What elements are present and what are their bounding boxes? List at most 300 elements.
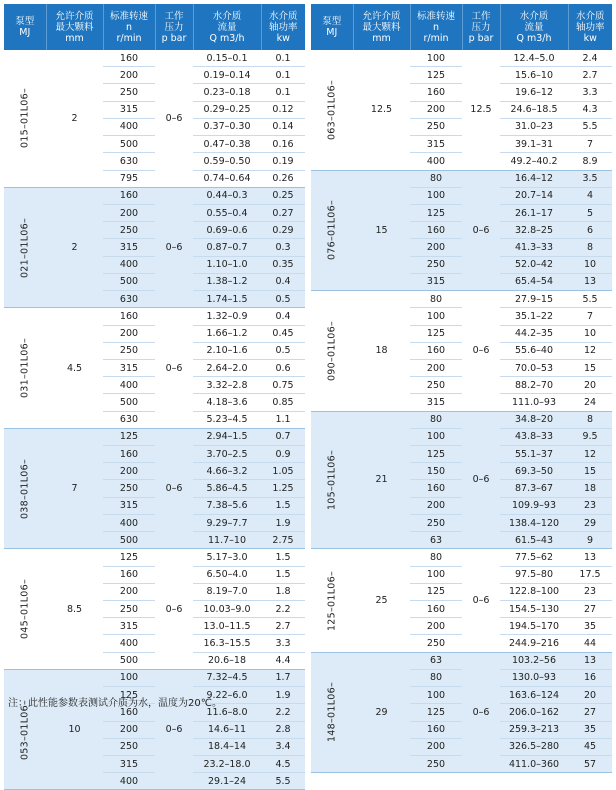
pump-model-label: 076–01L06– bbox=[326, 200, 338, 261]
power-cell: 7 bbox=[568, 136, 612, 153]
power-cell: 0.14 bbox=[261, 118, 305, 135]
flow-cell: 1.66–1.2 bbox=[193, 325, 261, 342]
flow-cell: 0.55–0.4 bbox=[193, 204, 261, 221]
header-speed: 标准转速 n r/min bbox=[410, 4, 462, 50]
power-cell: 13 bbox=[568, 549, 612, 566]
speed-cell: 315 bbox=[103, 497, 155, 514]
power-cell: 18 bbox=[568, 480, 612, 497]
pump-model-cell bbox=[311, 549, 353, 652]
speed-cell: 63 bbox=[410, 652, 462, 669]
power-cell: 0.4 bbox=[261, 308, 305, 325]
flow-cell: 11.6–8.0 bbox=[193, 704, 261, 721]
header-particle: 允许介质 最大颗料 mm bbox=[353, 4, 410, 50]
pressure-cell: 0–6 bbox=[462, 291, 500, 412]
flow-cell: 244.9–216 bbox=[500, 635, 568, 652]
power-cell: 0.5 bbox=[261, 291, 305, 308]
speed-cell: 160 bbox=[410, 222, 462, 239]
table-row bbox=[311, 652, 612, 669]
power-cell: 0.45 bbox=[261, 325, 305, 342]
flow-cell: 61.5–43 bbox=[500, 532, 568, 549]
speed-cell: 250 bbox=[410, 514, 462, 531]
flow-cell: 3.70–2.5 bbox=[193, 446, 261, 463]
pressure-cell: 0–6 bbox=[462, 549, 500, 652]
speed-cell: 80 bbox=[410, 291, 462, 308]
speed-cell: 250 bbox=[410, 256, 462, 273]
pressure-cell: 0–6 bbox=[462, 411, 500, 549]
flow-cell: 18.4–14 bbox=[193, 738, 261, 755]
flow-cell: 0.47–0.38 bbox=[193, 136, 261, 153]
speed-cell: 400 bbox=[103, 773, 155, 790]
pump-model-label: 105–01L06– bbox=[326, 449, 338, 511]
power-cell: 17.5 bbox=[568, 566, 612, 583]
power-cell: 9.5 bbox=[568, 428, 612, 445]
table-row bbox=[4, 549, 305, 566]
max-particle-cell: 18 bbox=[353, 291, 410, 412]
power-cell: 2.4 bbox=[568, 50, 612, 67]
speed-cell: 200 bbox=[410, 101, 462, 118]
max-particle-cell: 21 bbox=[353, 411, 410, 549]
pump-model-cell bbox=[4, 428, 46, 549]
flow-cell: 4.18–3.6 bbox=[193, 394, 261, 411]
flow-cell: 130.0–93 bbox=[500, 669, 568, 686]
flow-cell: 9.29–7.7 bbox=[193, 514, 261, 531]
power-cell: 1.25 bbox=[261, 480, 305, 497]
speed-cell: 125 bbox=[410, 67, 462, 84]
speed-cell: 315 bbox=[103, 239, 155, 256]
flow-cell: 31.0–23 bbox=[500, 118, 568, 135]
power-cell: 23 bbox=[568, 497, 612, 514]
flow-cell: 1.10–1.0 bbox=[193, 256, 261, 273]
power-cell: 27 bbox=[568, 704, 612, 721]
power-cell: 29 bbox=[568, 514, 612, 531]
power-cell: 20 bbox=[568, 377, 612, 394]
flow-cell: 27.9–15 bbox=[500, 291, 568, 308]
footnote: 注：此性能参数表测试介质为水，温度为20℃。 bbox=[8, 698, 222, 709]
pressure-cell: 0–6 bbox=[155, 187, 193, 308]
power-cell: 1.5 bbox=[261, 549, 305, 566]
power-cell: 5.5 bbox=[568, 291, 612, 308]
flow-cell: 65.4–54 bbox=[500, 273, 568, 290]
flow-cell: 163.6–124 bbox=[500, 687, 568, 704]
pressure-cell: 0–6 bbox=[462, 170, 500, 291]
power-cell: 0.12 bbox=[261, 101, 305, 118]
flow-cell: 24.6–18.5 bbox=[500, 101, 568, 118]
speed-cell: 315 bbox=[410, 136, 462, 153]
power-cell: 0.75 bbox=[261, 377, 305, 394]
speed-cell: 160 bbox=[103, 704, 155, 721]
table-row bbox=[311, 411, 612, 428]
power-cell: 24 bbox=[568, 394, 612, 411]
speed-cell: 630 bbox=[103, 153, 155, 170]
power-cell: 15 bbox=[568, 359, 612, 376]
max-particle-cell: 4.5 bbox=[46, 308, 103, 429]
pump-group bbox=[4, 549, 305, 670]
power-cell: 13 bbox=[568, 652, 612, 669]
power-cell: 7 bbox=[568, 308, 612, 325]
power-cell: 1.05 bbox=[261, 463, 305, 480]
flow-cell: 122.8–100 bbox=[500, 583, 568, 600]
flow-cell: 2.64–2.0 bbox=[193, 359, 261, 376]
speed-cell: 100 bbox=[410, 50, 462, 67]
power-cell: 4 bbox=[568, 187, 612, 204]
flow-cell: 109.9–93 bbox=[500, 497, 568, 514]
flow-cell: 2.94–1.5 bbox=[193, 428, 261, 445]
power-cell: 9 bbox=[568, 532, 612, 549]
power-cell: 0.25 bbox=[261, 187, 305, 204]
left-table-panel bbox=[4, 4, 305, 790]
power-cell: 4.3 bbox=[568, 101, 612, 118]
speed-cell: 80 bbox=[410, 411, 462, 428]
power-cell: 2.7 bbox=[568, 67, 612, 84]
pump-model-label: 090–01L06– bbox=[326, 320, 338, 381]
power-cell: 8 bbox=[568, 411, 612, 428]
speed-cell: 100 bbox=[410, 187, 462, 204]
flow-cell: 0.19–0.14 bbox=[193, 67, 261, 84]
power-cell: 8.9 bbox=[568, 153, 612, 170]
power-cell: 13 bbox=[568, 273, 612, 290]
power-cell: 2.7 bbox=[261, 618, 305, 635]
speed-cell: 250 bbox=[410, 635, 462, 652]
pump-model-cell bbox=[311, 50, 353, 170]
speed-cell: 250 bbox=[410, 377, 462, 394]
flow-cell: 6.50–4.0 bbox=[193, 566, 261, 583]
power-cell: 20 bbox=[568, 687, 612, 704]
flow-cell: 14.6–11 bbox=[193, 721, 261, 738]
flow-cell: 97.5–80 bbox=[500, 566, 568, 583]
flow-cell: 39.1–31 bbox=[500, 136, 568, 153]
pump-group bbox=[311, 652, 612, 773]
header-pressure: 工作 压力 p bar bbox=[155, 4, 193, 50]
flow-cell: 11.7–10 bbox=[193, 532, 261, 549]
speed-cell: 250 bbox=[103, 738, 155, 755]
power-cell: 0.1 bbox=[261, 50, 305, 67]
power-cell: 0.35 bbox=[261, 256, 305, 273]
power-cell: 1.7 bbox=[261, 669, 305, 686]
max-particle-cell: 2 bbox=[46, 50, 103, 187]
power-cell: 5.5 bbox=[261, 773, 305, 790]
power-cell: 2.75 bbox=[261, 532, 305, 549]
speed-cell: 630 bbox=[103, 291, 155, 308]
power-cell: 5.5 bbox=[568, 118, 612, 135]
header-flow: 水介质 流量 Q m3/h bbox=[500, 4, 568, 50]
speed-cell: 500 bbox=[103, 394, 155, 411]
flow-cell: 2.10–1.6 bbox=[193, 342, 261, 359]
power-cell: 3.3 bbox=[568, 84, 612, 101]
speed-cell: 160 bbox=[410, 84, 462, 101]
flow-cell: 4.66–3.2 bbox=[193, 463, 261, 480]
flow-cell: 10.03–9.0 bbox=[193, 601, 261, 618]
speed-cell: 200 bbox=[410, 497, 462, 514]
flow-cell: 41.3–33 bbox=[500, 239, 568, 256]
speed-cell: 160 bbox=[103, 50, 155, 67]
max-particle-cell: 10 bbox=[46, 669, 103, 790]
flow-cell: 0.69–0.6 bbox=[193, 222, 261, 239]
flow-cell: 111.0–93 bbox=[500, 394, 568, 411]
pump-group bbox=[311, 291, 612, 412]
speed-cell: 400 bbox=[103, 256, 155, 273]
speed-cell: 200 bbox=[410, 239, 462, 256]
pump-model-cell bbox=[4, 549, 46, 670]
power-cell: 0.9 bbox=[261, 446, 305, 463]
power-cell: 1.5 bbox=[261, 566, 305, 583]
flow-cell: 138.4–120 bbox=[500, 514, 568, 531]
flow-cell: 0.37–0.30 bbox=[193, 118, 261, 135]
pump-model-cell bbox=[311, 291, 353, 412]
flow-cell: 326.5–280 bbox=[500, 738, 568, 755]
speed-cell: 315 bbox=[103, 755, 155, 772]
table-row bbox=[4, 669, 305, 686]
speed-cell: 160 bbox=[103, 446, 155, 463]
flow-cell: 7.32–4.5 bbox=[193, 669, 261, 686]
right-table-panel bbox=[311, 4, 612, 773]
speed-cell: 80 bbox=[410, 170, 462, 187]
pump-model-label: 125–01L06– bbox=[326, 570, 338, 631]
header-pressure: 工作 压力 p bar bbox=[462, 4, 500, 50]
pressure-cell: 0–6 bbox=[155, 50, 193, 187]
pump-model-label: 045–01L06– bbox=[19, 579, 31, 640]
power-cell: 4.5 bbox=[261, 755, 305, 772]
flow-cell: 35.1–22 bbox=[500, 308, 568, 325]
pump-group bbox=[4, 308, 305, 429]
pump-group bbox=[311, 549, 612, 652]
speed-cell: 250 bbox=[410, 755, 462, 772]
power-cell: 16 bbox=[568, 669, 612, 686]
pressure-cell: 0–6 bbox=[155, 428, 193, 549]
left-performance-table bbox=[4, 4, 305, 790]
flow-cell: 0.44–0.3 bbox=[193, 187, 261, 204]
max-particle-cell: 25 bbox=[353, 549, 410, 652]
pump-model-cell bbox=[4, 669, 46, 790]
flow-cell: 55.6–40 bbox=[500, 342, 568, 359]
speed-cell: 125 bbox=[410, 325, 462, 342]
pressure-cell: 0–6 bbox=[155, 308, 193, 429]
speed-cell: 200 bbox=[103, 721, 155, 738]
speed-cell: 250 bbox=[103, 222, 155, 239]
table-row bbox=[4, 428, 305, 445]
pump-model-label: 148–01L06– bbox=[326, 682, 338, 743]
power-cell: 8 bbox=[568, 239, 612, 256]
flow-cell: 3.32–2.8 bbox=[193, 377, 261, 394]
speed-cell: 125 bbox=[410, 583, 462, 600]
speed-cell: 250 bbox=[103, 480, 155, 497]
speed-cell: 160 bbox=[410, 601, 462, 618]
header-power: 水介质 轴功率 kw bbox=[568, 4, 612, 50]
flow-cell: 69.3–50 bbox=[500, 463, 568, 480]
pump-model-cell bbox=[311, 652, 353, 773]
flow-cell: 0.15–0.1 bbox=[193, 50, 261, 67]
speed-cell: 500 bbox=[103, 273, 155, 290]
speed-cell: 80 bbox=[410, 549, 462, 566]
flow-cell: 411.0–360 bbox=[500, 755, 568, 772]
pump-group bbox=[311, 170, 612, 291]
table-header-row bbox=[4, 4, 305, 50]
power-cell: 35 bbox=[568, 721, 612, 738]
flow-cell: 26.1–17 bbox=[500, 204, 568, 221]
power-cell: 6 bbox=[568, 222, 612, 239]
pump-model-cell bbox=[4, 308, 46, 429]
flow-cell: 5.17–3.0 bbox=[193, 549, 261, 566]
pump-model-label: 015–01L06– bbox=[19, 88, 31, 149]
power-cell: 1.9 bbox=[261, 687, 305, 704]
header-power: 水介质 轴功率 kw bbox=[261, 4, 305, 50]
table-row bbox=[311, 50, 612, 67]
speed-cell: 200 bbox=[103, 463, 155, 480]
header-flow: 水介质 流量 Q m3/h bbox=[193, 4, 261, 50]
flow-cell: 259.3–213 bbox=[500, 721, 568, 738]
flow-cell: 55.1–37 bbox=[500, 446, 568, 463]
power-cell: 1.1 bbox=[261, 411, 305, 428]
power-cell: 0.4 bbox=[261, 273, 305, 290]
speed-cell: 100 bbox=[410, 428, 462, 445]
power-cell: 5 bbox=[568, 204, 612, 221]
pump-group bbox=[311, 50, 612, 170]
speed-cell: 160 bbox=[103, 566, 155, 583]
pressure-cell: 0–6 bbox=[462, 652, 500, 773]
speed-cell: 500 bbox=[103, 532, 155, 549]
speed-cell: 200 bbox=[103, 325, 155, 342]
table-row bbox=[311, 170, 612, 187]
table-header-row bbox=[311, 4, 612, 50]
pressure-cell: 0–6 bbox=[155, 549, 193, 670]
power-cell: 3.5 bbox=[568, 170, 612, 187]
speed-cell: 250 bbox=[410, 118, 462, 135]
pump-model-label: 063–01L06– bbox=[326, 79, 338, 140]
flow-cell: 5.23–4.5 bbox=[193, 411, 261, 428]
header-speed: 标准转速 n r/min bbox=[103, 4, 155, 50]
max-particle-cell: 12.5 bbox=[353, 50, 410, 170]
pump-group bbox=[4, 187, 305, 308]
flow-cell: 206.0–162 bbox=[500, 704, 568, 721]
power-cell: 1.5 bbox=[261, 497, 305, 514]
power-cell: 0.6 bbox=[261, 359, 305, 376]
table-row bbox=[311, 291, 612, 308]
header-particle: 允许介质 最大颗料 mm bbox=[46, 4, 103, 50]
flow-cell: 154.5–130 bbox=[500, 601, 568, 618]
power-cell: 0.85 bbox=[261, 394, 305, 411]
power-cell: 45 bbox=[568, 738, 612, 755]
speed-cell: 500 bbox=[103, 652, 155, 669]
speed-cell: 400 bbox=[103, 514, 155, 531]
max-particle-cell: 15 bbox=[353, 170, 410, 291]
flow-cell: 0.59–0.50 bbox=[193, 153, 261, 170]
power-cell: 1.8 bbox=[261, 583, 305, 600]
pump-model-label: 021–01L06– bbox=[19, 217, 31, 278]
flow-cell: 34.8–20 bbox=[500, 411, 568, 428]
speed-cell: 100 bbox=[103, 669, 155, 686]
speed-cell: 400 bbox=[103, 635, 155, 652]
table-row bbox=[4, 50, 305, 67]
flow-cell: 1.32–0.9 bbox=[193, 308, 261, 325]
power-cell: 0.1 bbox=[261, 84, 305, 101]
power-cell: 12 bbox=[568, 446, 612, 463]
speed-cell: 200 bbox=[410, 359, 462, 376]
pump-model-label: 038–01L06– bbox=[19, 458, 31, 519]
flow-cell: 103.2–56 bbox=[500, 652, 568, 669]
power-cell: 1.9 bbox=[261, 514, 305, 531]
pressure-cell: 0–6 bbox=[155, 669, 193, 790]
flow-cell: 52.0–42 bbox=[500, 256, 568, 273]
power-cell: 27 bbox=[568, 601, 612, 618]
flow-cell: 49.2–40.2 bbox=[500, 153, 568, 170]
header-model: 泵型 MJ bbox=[4, 4, 46, 50]
flow-cell: 1.38–1.2 bbox=[193, 273, 261, 290]
speed-cell: 100 bbox=[410, 687, 462, 704]
speed-cell: 315 bbox=[103, 101, 155, 118]
flow-cell: 8.19–7.0 bbox=[193, 583, 261, 600]
speed-cell: 315 bbox=[103, 618, 155, 635]
speed-cell: 400 bbox=[103, 377, 155, 394]
speed-cell: 200 bbox=[103, 204, 155, 221]
power-cell: 10 bbox=[568, 256, 612, 273]
speed-cell: 160 bbox=[410, 721, 462, 738]
speed-cell: 100 bbox=[410, 308, 462, 325]
pump-group bbox=[311, 411, 612, 549]
power-cell: 2.2 bbox=[261, 704, 305, 721]
pump-model-cell bbox=[4, 50, 46, 187]
speed-cell: 200 bbox=[410, 618, 462, 635]
power-cell: 10 bbox=[568, 325, 612, 342]
speed-cell: 200 bbox=[410, 738, 462, 755]
speed-cell: 200 bbox=[103, 67, 155, 84]
flow-cell: 1.74–1.5 bbox=[193, 291, 261, 308]
flow-cell: 43.8–33 bbox=[500, 428, 568, 445]
power-cell: 2.2 bbox=[261, 601, 305, 618]
max-particle-cell: 2 bbox=[46, 187, 103, 308]
speed-cell: 160 bbox=[103, 308, 155, 325]
power-cell: 0.27 bbox=[261, 204, 305, 221]
power-cell: 4.4 bbox=[261, 652, 305, 669]
speed-cell: 250 bbox=[103, 601, 155, 618]
speed-cell: 400 bbox=[410, 153, 462, 170]
pump-model-label: 053–01L06– bbox=[19, 699, 31, 760]
pump-group bbox=[4, 50, 305, 187]
speed-cell: 125 bbox=[103, 687, 155, 704]
flow-cell: 5.86–4.5 bbox=[193, 480, 261, 497]
power-cell: 57 bbox=[568, 755, 612, 772]
table-row bbox=[4, 187, 305, 204]
power-cell: 15 bbox=[568, 463, 612, 480]
speed-cell: 100 bbox=[410, 566, 462, 583]
table-row bbox=[4, 308, 305, 325]
speed-cell: 125 bbox=[103, 549, 155, 566]
flow-cell: 0.74–0.64 bbox=[193, 170, 261, 187]
speed-cell: 160 bbox=[410, 342, 462, 359]
table-row bbox=[311, 549, 612, 566]
speed-cell: 160 bbox=[410, 480, 462, 497]
pump-model-cell bbox=[311, 170, 353, 291]
power-cell: 0.29 bbox=[261, 222, 305, 239]
flow-cell: 19.6–12 bbox=[500, 84, 568, 101]
power-cell: 0.5 bbox=[261, 342, 305, 359]
power-cell: 0.7 bbox=[261, 428, 305, 445]
flow-cell: 23.2–18.0 bbox=[193, 755, 261, 772]
max-particle-cell: 29 bbox=[353, 652, 410, 773]
speed-cell: 125 bbox=[410, 446, 462, 463]
flow-cell: 16.3–15.5 bbox=[193, 635, 261, 652]
speed-cell: 315 bbox=[410, 273, 462, 290]
power-cell: 44 bbox=[568, 635, 612, 652]
flow-cell: 32.8–25 bbox=[500, 222, 568, 239]
max-particle-cell: 7 bbox=[46, 428, 103, 549]
flow-cell: 0.23–0.18 bbox=[193, 84, 261, 101]
flow-cell: 0.87–0.7 bbox=[193, 239, 261, 256]
flow-cell: 44.2–35 bbox=[500, 325, 568, 342]
power-cell: 0.26 bbox=[261, 170, 305, 187]
pump-model-label: 031–01L06– bbox=[19, 337, 31, 399]
speed-cell: 795 bbox=[103, 170, 155, 187]
max-particle-cell: 8.5 bbox=[46, 549, 103, 670]
speed-cell: 160 bbox=[103, 187, 155, 204]
